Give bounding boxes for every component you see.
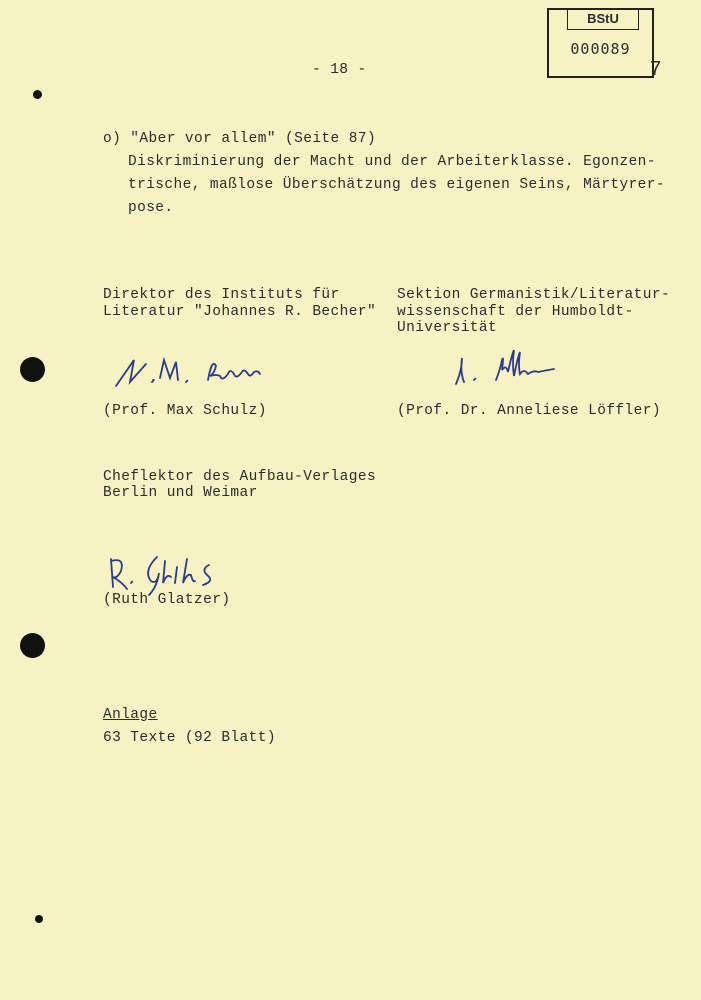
signatory-bottom-name: (Ruth Glatzer): [103, 592, 231, 608]
signatory-bottom-title: Cheflektor des Aufbau-Verlages: [103, 469, 377, 485]
stamp-number: 000089: [570, 40, 631, 58]
signatory-right-title: Sektion Germanistik/Literatur-: [397, 287, 671, 303]
item-text-line: trische, maßlose Überschätzung des eigenen Seins, Märtyrer-: [128, 177, 665, 193]
signatory-left-name: (Prof. Max Schulz): [103, 403, 267, 419]
signatory-right-title: Universität: [397, 320, 498, 336]
archive-stamp: [547, 8, 654, 78]
item-heading: o) "Aber vor allem" (Seite 87): [103, 131, 377, 147]
attachment-text: 63 Texte (92 Blatt): [103, 730, 276, 746]
signatory-left-title: Direktor des Instituts für: [103, 287, 340, 303]
punch-hole-upper: [20, 357, 45, 382]
punch-hole-bottom: [35, 915, 43, 923]
signatory-bottom-title: Berlin und Weimar: [103, 485, 258, 501]
page-number: - 18 -: [312, 62, 367, 78]
stamp-label: BStU: [567, 10, 639, 30]
signature-loeffler: [452, 350, 582, 390]
folio-number: 7: [650, 58, 662, 80]
signatory-right-name: (Prof. Dr. Anneliese Löffler): [397, 403, 661, 419]
attachment-heading: Anlage: [103, 707, 158, 723]
item-text-line: Diskriminierung der Macht und der Arbeiterklasse. Egonzen-: [128, 154, 656, 170]
punch-hole-top: [33, 90, 42, 99]
item-text-line: pose.: [128, 200, 174, 216]
signature-schulz: [112, 352, 292, 392]
signatory-left-title: Literatur "Johannes R. Becher": [103, 304, 377, 320]
punch-hole-lower: [20, 633, 45, 658]
signatory-right-title: wissenschaft der Humboldt-: [397, 304, 634, 320]
